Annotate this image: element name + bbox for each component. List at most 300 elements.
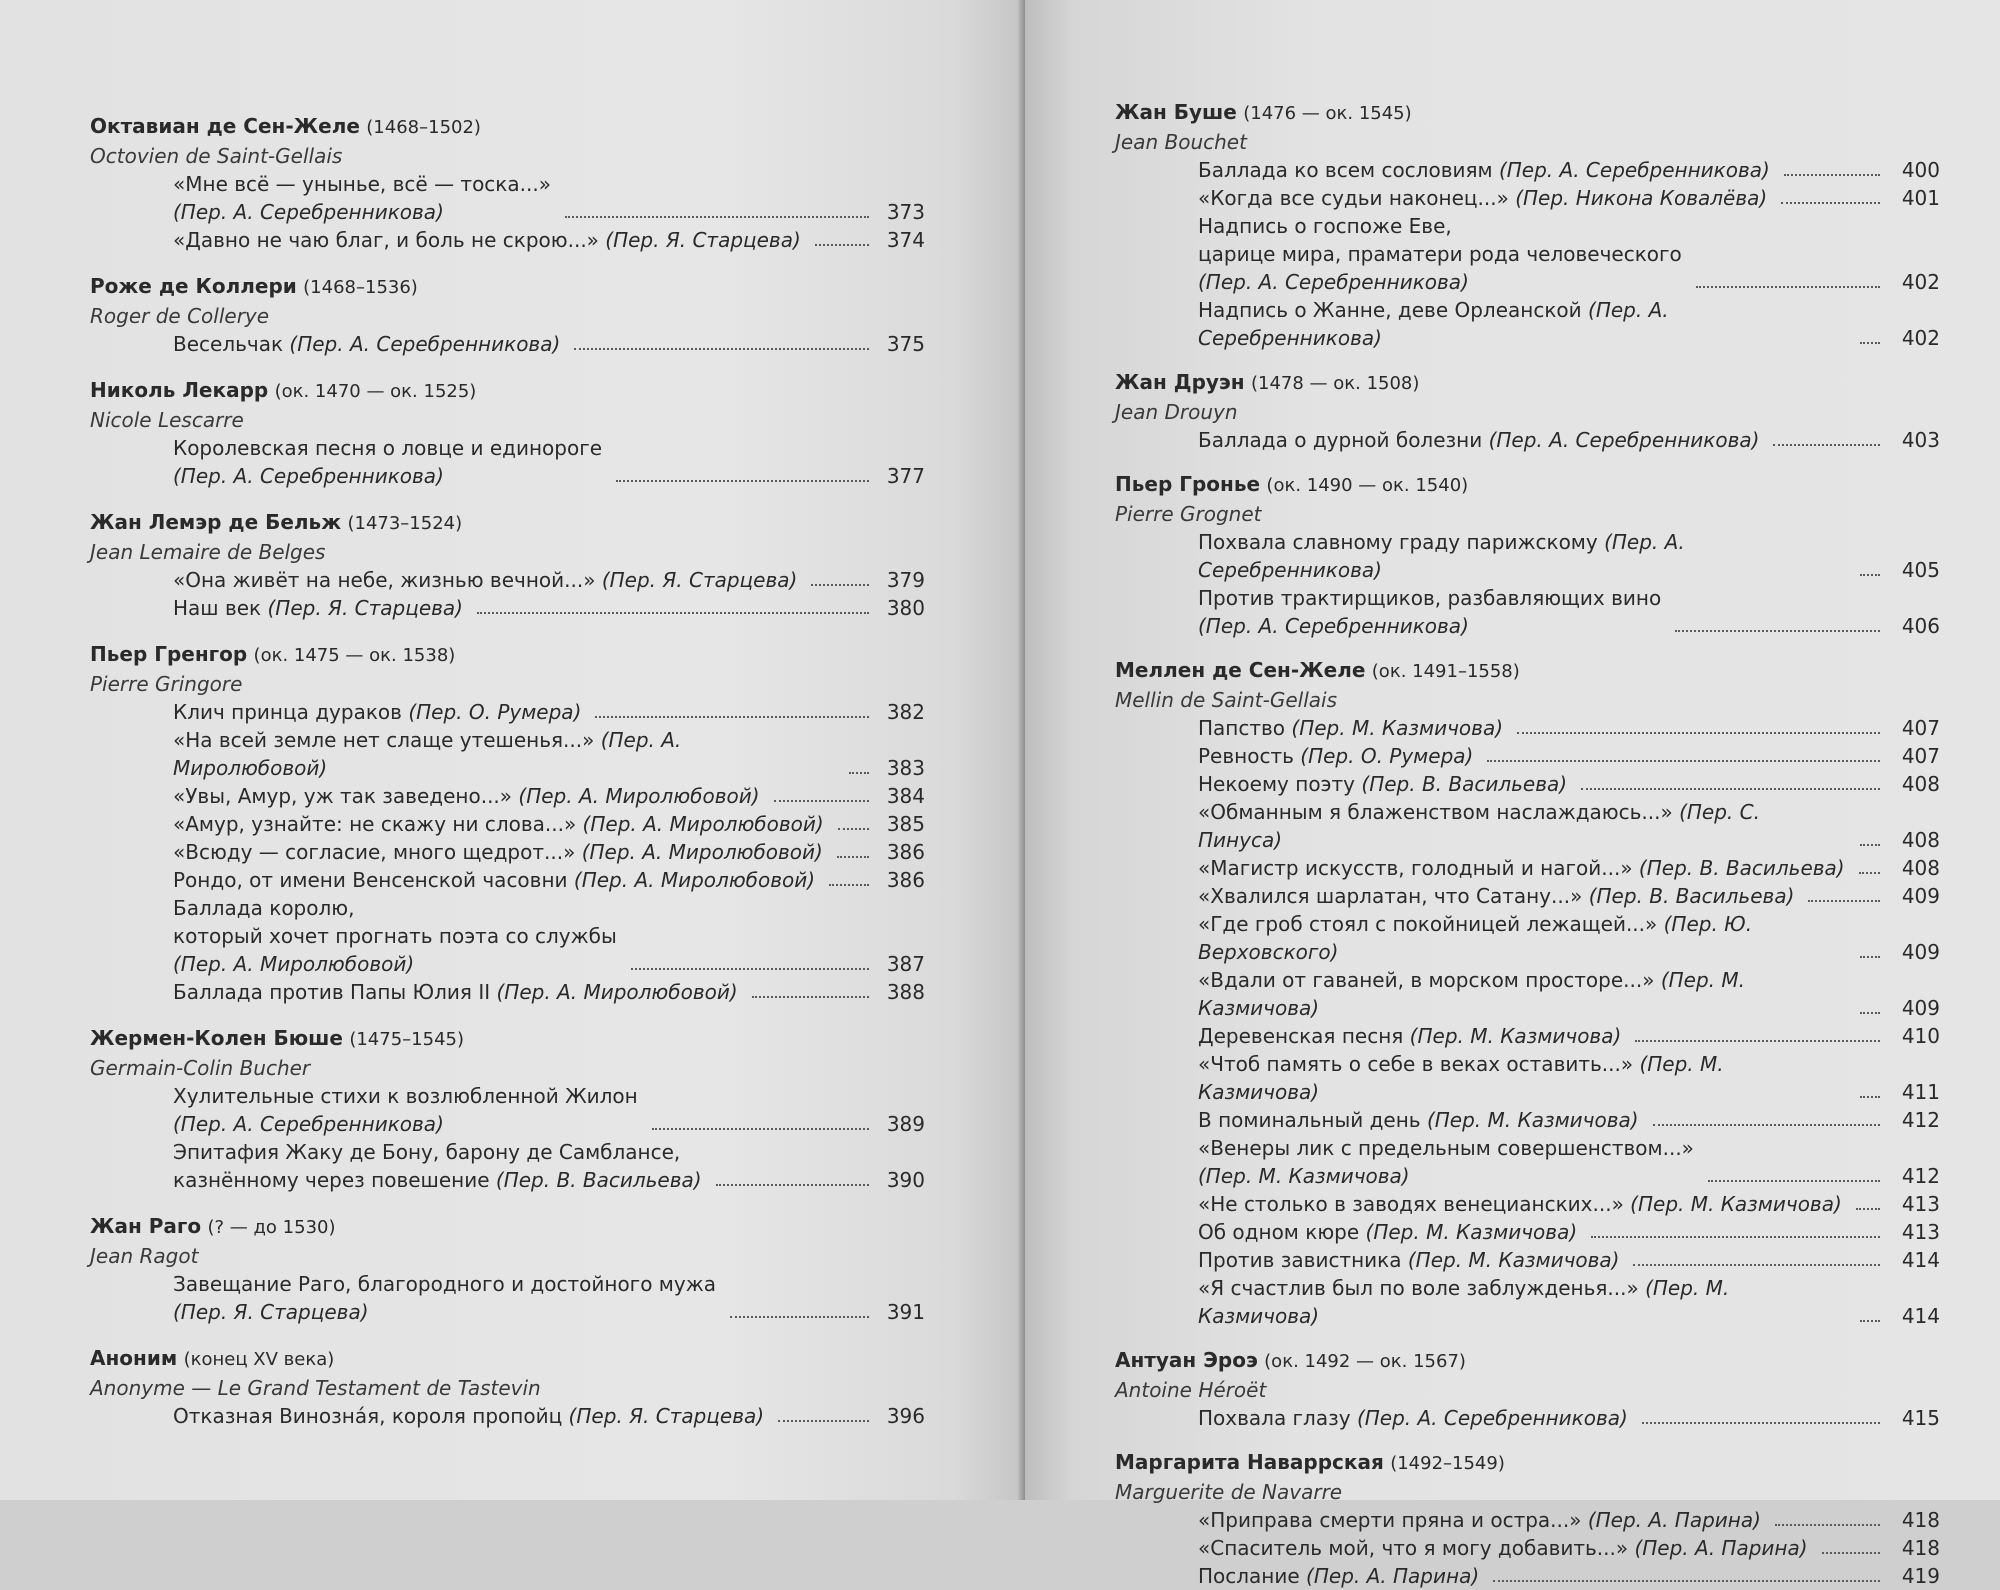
page-number: 402 <box>1901 326 1940 350</box>
work-title <box>1198 1134 1694 1190</box>
work-title-text: «Когда все судьи наконец...» <box>1198 186 1516 210</box>
page-number: 401 <box>1901 186 1940 210</box>
work-title <box>1198 1246 1619 1274</box>
work-title-text: Послание <box>1198 1564 1307 1588</box>
dot-leader <box>837 856 869 858</box>
translator: (Пер. М. Казмичова) <box>1407 1248 1620 1272</box>
page-number: 380 <box>886 596 925 620</box>
translator: (Пер. А. Миролюбовой) <box>173 952 415 976</box>
work-entry <box>173 566 925 594</box>
work-title-text: «Где гроб стоял с покойницей лежащей...» <box>1198 912 1664 936</box>
work-title-text: «Вдали от гаваней, в морском просторе...» <box>1198 968 1661 992</box>
translator: (Пер. В. Васильева) <box>495 1168 702 1192</box>
work-title <box>1198 184 1767 212</box>
toc-entry <box>1115 98 1940 352</box>
work-entry <box>173 1138 925 1194</box>
dot-leader <box>716 1184 869 1186</box>
translator: (Пер. В. Васильева) <box>1588 884 1795 908</box>
dot-leader <box>1487 760 1880 762</box>
work-title-text: Весельчак <box>173 332 290 356</box>
translator: (Пер. О. Румера) <box>408 700 582 724</box>
work-title-text: Надпись о Жанне, деве Орлеанской <box>1198 298 1589 322</box>
page-number: 412 <box>1901 1108 1940 1132</box>
work-title <box>1198 426 1759 454</box>
page-number: 410 <box>1901 1024 1940 1048</box>
page-number: 415 <box>1901 1406 1940 1430</box>
toc-entry <box>90 1212 925 1326</box>
toc-entry <box>90 1024 925 1194</box>
translator: (Пер. А. Миролюбовой) <box>496 980 738 1004</box>
toc-entry <box>1115 470 1940 640</box>
work-title-text: Клич принца дураков <box>173 700 409 724</box>
author-line <box>90 640 925 670</box>
work-title-text: «Она живёт на небе, жизнью вечной...» <box>173 568 602 592</box>
translator: (Пер. М. Казмичова) <box>1198 1164 1410 1188</box>
work-title <box>1198 156 1770 184</box>
work-title <box>1198 296 1846 352</box>
translator: (Пер. А. Миролюбовой) <box>582 812 824 836</box>
page-number: 408 <box>1901 856 1940 880</box>
work-title <box>173 1270 716 1326</box>
work-title <box>1198 714 1503 742</box>
author-dates: (1475–1545) <box>349 1029 464 1050</box>
work-entry <box>173 1270 925 1326</box>
work-entry <box>1198 798 1940 854</box>
dot-leader <box>1860 1012 1880 1014</box>
work-title-text: Эпитафия Жаку де Бону, барону де Самблансе, казнённому через повешение <box>173 1140 681 1192</box>
translator: (Пер. А. Парина) <box>1634 1536 1808 1560</box>
dot-leader <box>1635 1040 1880 1042</box>
translator: (Пер. О. Румера) <box>1300 744 1474 768</box>
work-title-text: «Увы, Амур, уж так заведено...» <box>173 784 519 808</box>
translator: (Пер. А. Серебренникова) <box>173 464 444 488</box>
work-title <box>173 226 801 254</box>
dot-leader <box>774 800 869 802</box>
page-number: 384 <box>886 784 925 808</box>
work-title-text: Баллада о дурной болезни <box>1198 428 1489 452</box>
page-number: 406 <box>1901 614 1940 638</box>
dot-leader <box>1775 1524 1880 1526</box>
dot-leader <box>1581 788 1880 790</box>
dot-leader <box>849 772 869 774</box>
author-dates: (1476 — ок. 1545) <box>1243 103 1412 124</box>
author-dates: (ок. 1492 — ок. 1567) <box>1264 1351 1466 1372</box>
toc-entry <box>90 508 925 622</box>
translator: (Пер. А. Парина) <box>1306 1564 1480 1588</box>
author-name: Антуан Эроэ <box>1115 1348 1258 1372</box>
author-line <box>1115 368 1940 398</box>
work-title <box>1198 882 1794 910</box>
author-name: Пьер Гренгор <box>90 642 248 666</box>
translator: (Пер. А. Серебренникова) <box>289 332 561 356</box>
work-title-text: Завещание Раго, благородного и достойного мужа <box>173 1272 716 1296</box>
work-title-text: Баллада против Папы Юлия II <box>173 980 497 1004</box>
work-title <box>173 838 823 866</box>
page-number: 386 <box>886 840 925 864</box>
author-name: Маргарита Наваррская <box>1115 1450 1384 1474</box>
author-dates: (ок. 1491–1558) <box>1371 661 1520 682</box>
work-entry <box>1198 1050 1940 1106</box>
work-title-text: Наш век <box>173 596 268 620</box>
author-dates: (1468–1502) <box>366 117 481 138</box>
work-title-text: Против трактирщиков, разбавляющих вино <box>1198 586 1662 610</box>
translator: (Пер. Я. Старцева) <box>267 596 463 620</box>
work-title <box>173 698 581 726</box>
translator: (Пер. А. Серебренникова) <box>173 1112 444 1136</box>
work-entry <box>173 894 925 978</box>
dot-leader <box>1808 900 1880 902</box>
author-line <box>90 1212 925 1242</box>
work-title-text: «Магистр искусств, голодный и нагой...» <box>1198 856 1639 880</box>
original-name: Marguerite de Navarre <box>1115 1480 1343 1504</box>
original-name: Pierre Gringore <box>90 672 243 696</box>
work-title <box>173 1082 638 1138</box>
work-title-text: Надпись о госпоже Еве, царице мира, праматери рода человеческого <box>1198 214 1682 266</box>
work-title-text: Королевская песня о ловце и единороге <box>173 436 603 460</box>
translator: (Пер. Я. Старцева) <box>173 1300 369 1324</box>
author-line <box>90 112 925 142</box>
dot-leader <box>477 612 869 614</box>
work-entry <box>1198 1562 1940 1590</box>
work-title <box>1198 910 1846 966</box>
original-name: Jean Ragot <box>90 1244 199 1268</box>
author-line <box>1115 470 1940 500</box>
translator: (Пер. М. Казмичова) <box>1630 1192 1842 1216</box>
translator: (Пер. А. Миролюбовой) <box>573 868 816 892</box>
work-title <box>173 1138 702 1194</box>
author-name: Аноним <box>90 1346 178 1370</box>
translator: (Пер. А. Серебренникова) <box>1198 298 1669 350</box>
translator: (Пер. Я. Старцева) <box>605 228 801 252</box>
author-dates: (ок. 1475 — ок. 1538) <box>253 645 456 666</box>
work-title-text: «Хвалился шарлатан, что Сатану...» <box>1198 884 1589 908</box>
translator: (Пер. Ю. Верховского) <box>1198 912 1753 964</box>
original-name: Antoine Héroët <box>1115 1378 1267 1402</box>
work-entry <box>1198 1274 1940 1330</box>
work-title-text: Отказная Винознáя, короля пропойц <box>173 1404 569 1428</box>
toc-entry <box>90 376 925 490</box>
translator: (Пер. А. Серебренникова) <box>173 200 444 224</box>
work-title-text: Деревенская песня <box>1198 1024 1410 1048</box>
translator: (Пер. Никона Ковалёва) <box>1515 186 1768 210</box>
work-title-text: «Амур, узнайте: не скажу ни слова...» <box>173 812 583 836</box>
work-title <box>1198 1022 1621 1050</box>
work-title-text: Похвала славному граду парижскому <box>1198 530 1605 554</box>
dot-leader <box>1860 844 1880 846</box>
author-dates: (1492–1549) <box>1390 1453 1505 1474</box>
work-entry <box>173 434 925 490</box>
dot-leader <box>811 584 869 586</box>
work-entry <box>1198 1106 1940 1134</box>
work-title <box>1198 1404 1628 1432</box>
toc-entry <box>1115 1448 1940 1590</box>
work-entry <box>173 782 925 810</box>
author-line <box>90 376 925 406</box>
toc-entry <box>90 272 925 358</box>
work-entry <box>173 226 925 254</box>
translator: (Пер. М. Казмичова) <box>1198 1052 1724 1104</box>
author-line <box>90 1024 925 1054</box>
page-number: 407 <box>1901 744 1940 768</box>
original-name: Anonyme — Le Grand Testament de Tastevin <box>90 1376 541 1400</box>
work-entry <box>1198 742 1940 770</box>
author-line <box>90 1344 925 1374</box>
work-title-text: «Давно не чаю благ, и боль не скрою...» <box>173 228 606 252</box>
page-number: 418 <box>1901 1508 1940 1532</box>
left-page <box>0 0 1025 1500</box>
original-name: Jean Drouyn <box>1115 400 1238 424</box>
author-name: Меллен де Сен-Желе <box>1115 658 1366 682</box>
translator: (Пер. А. Миролюбовой) <box>581 840 823 864</box>
original-name: Germain-Colin Bucher <box>90 1056 311 1080</box>
dot-leader <box>652 1128 869 1130</box>
page-number: 405 <box>1901 558 1940 582</box>
dot-leader <box>1860 1096 1880 1098</box>
page-number: 409 <box>1901 940 1940 964</box>
dot-leader <box>1653 1124 1880 1126</box>
page-number: 402 <box>1901 270 1940 294</box>
original-name: Roger de Collerye <box>90 304 270 328</box>
translator: (Пер. В. Васильева) <box>1638 856 1845 880</box>
page-number: 414 <box>1901 1304 1940 1328</box>
work-title-text: «Мне всё — уныньe, всё — тоска...» <box>173 172 551 196</box>
page-number: 419 <box>1901 1564 1940 1588</box>
page-number: 385 <box>886 812 925 836</box>
work-entry <box>1198 1022 1940 1050</box>
translator: (Пер. М. Казмичова) <box>1365 1220 1578 1244</box>
page-number: 377 <box>886 464 925 488</box>
page-number: 400 <box>1901 158 1940 182</box>
original-name: Octovien de Saint-Gellais <box>90 144 343 168</box>
work-title-text: «На всей земле нет слаще утешенья...» <box>173 728 601 752</box>
work-entry <box>173 330 925 358</box>
page-number: 391 <box>886 1300 925 1324</box>
page-number: 412 <box>1901 1164 1940 1188</box>
author-line <box>90 272 925 302</box>
work-title-text: «Спаситель мой, что я могу добавить...» <box>1198 1536 1635 1560</box>
dot-leader <box>1856 1208 1880 1210</box>
dot-leader <box>565 216 869 218</box>
dot-leader <box>631 968 869 970</box>
page-number: 403 <box>1901 428 1940 452</box>
page-number: 413 <box>1901 1192 1940 1216</box>
dot-leader <box>574 348 869 350</box>
page-number: 409 <box>1901 996 1940 1020</box>
original-name: Jean Bouchet <box>1115 130 1247 154</box>
toc-entry <box>1115 656 1940 1330</box>
work-title-text: «Обманным я блаженством наслаждаюсь...» <box>1198 800 1680 824</box>
page-number: 379 <box>886 568 925 592</box>
translator: (Пер. Я. Старцева) <box>568 1404 765 1428</box>
dot-leader <box>1591 1236 1880 1238</box>
toc-entry <box>90 640 925 1006</box>
author-line <box>1115 98 1940 128</box>
translator: (Пер. М. Казмичова) <box>1198 1276 1730 1328</box>
translator: (Пер. А. Серебренникова) <box>1498 158 1770 182</box>
work-title-text: Ревность <box>1198 744 1301 768</box>
author-dates: (конец XV века) <box>183 1349 335 1370</box>
translator: (Пер. А. Парина) <box>1587 1508 1761 1532</box>
translator: (Пер. А. Миролюбовой) <box>173 728 682 780</box>
toc-entry <box>90 1344 925 1430</box>
work-title <box>1198 742 1473 770</box>
work-title <box>173 170 551 226</box>
translator: (Пер. М. Казмичова) <box>1409 1024 1622 1048</box>
work-entry <box>1198 184 1940 212</box>
dot-leader <box>1781 202 1880 204</box>
dot-leader <box>1773 444 1880 446</box>
page-number: 408 <box>1901 772 1940 796</box>
work-title <box>1198 528 1846 584</box>
dot-leader <box>1784 174 1880 176</box>
work-title-text: Рондо, от имени Венсенской часовни <box>173 868 574 892</box>
work-entry <box>1198 1404 1940 1432</box>
page-number: 418 <box>1901 1536 1940 1560</box>
work-entry <box>1198 426 1940 454</box>
author-name: Роже де Коллери <box>90 274 297 298</box>
author-dates: (ок. 1470 — ок. 1525) <box>274 381 477 402</box>
author-line <box>1115 656 1940 686</box>
work-title-text: «Я счастлив был по воле заблужденья...» <box>1198 1276 1646 1300</box>
author-name: Николь Лекарр <box>90 378 269 402</box>
work-entry <box>1198 714 1940 742</box>
work-entry <box>1198 1190 1940 1218</box>
author-line <box>1115 1448 1940 1478</box>
work-title <box>1198 854 1845 882</box>
page-number: 409 <box>1901 884 1940 908</box>
translator: (Пер. А. Серебренникова) <box>1488 428 1760 452</box>
dot-leader <box>595 716 869 718</box>
work-entry <box>1198 882 1940 910</box>
work-title <box>173 866 815 894</box>
author-dates: (? — до 1530) <box>207 1217 336 1238</box>
work-entry <box>1198 584 1940 640</box>
work-entry <box>1198 1134 1940 1190</box>
translator: (Пер. А. Серебренникова) <box>1198 270 1469 294</box>
work-title <box>1198 584 1661 640</box>
dot-leader <box>1517 732 1880 734</box>
work-entry <box>173 978 925 1006</box>
right-page <box>1025 0 2000 1588</box>
translator: (Пер. А. Серебренникова) <box>1198 530 1685 582</box>
work-title-text: В поминальный день <box>1198 1108 1427 1132</box>
work-title-text: «Чтоб память о себе в веках оставить...» <box>1198 1052 1640 1076</box>
dot-leader <box>838 828 869 830</box>
work-entry <box>1198 296 1940 352</box>
author-name: Жермен-Колен Бюше <box>90 1026 343 1050</box>
work-title <box>1198 1190 1842 1218</box>
author-name: Жан Раго <box>90 1214 202 1238</box>
work-title <box>173 894 617 978</box>
work-title-text: Хулительные стихи к возлюбленной Жилон <box>173 1084 638 1108</box>
page-number: 383 <box>886 756 925 780</box>
work-entry <box>173 866 925 894</box>
dot-leader <box>1708 1180 1880 1182</box>
toc-entry <box>90 112 925 254</box>
work-entry <box>1198 966 1940 1022</box>
work-entry <box>173 1402 925 1430</box>
work-title <box>1198 1562 1479 1590</box>
toc-entry <box>1115 368 1940 454</box>
page-number: 375 <box>886 332 925 356</box>
work-entry <box>1198 854 1940 882</box>
page-number: 407 <box>1901 716 1940 740</box>
work-title <box>1198 798 1846 854</box>
page-number: 411 <box>1901 1080 1940 1104</box>
page-number: 389 <box>886 1112 925 1136</box>
original-name: Jean Lemaire de Belges <box>90 540 326 564</box>
translator: (Пер. М. Казмичова) <box>1198 968 1745 1020</box>
author-line <box>1115 1346 1940 1376</box>
page-number: 387 <box>886 952 925 976</box>
dot-leader <box>815 244 869 246</box>
author-dates: (1478 — ок. 1508) <box>1250 373 1420 394</box>
page-number: 413 <box>1901 1220 1940 1244</box>
author-name: Жан Буше <box>1115 100 1237 124</box>
translator: (Пер. А. Серебренникова) <box>1198 614 1469 638</box>
work-entry <box>173 810 925 838</box>
work-title-text: Против завистника <box>1198 1248 1408 1272</box>
work-title <box>173 594 463 622</box>
work-entry <box>1198 528 1940 584</box>
work-title-text: «Венеры лик с предельным совершенством...» <box>1198 1136 1694 1160</box>
work-entry <box>1198 1506 1940 1534</box>
author-name: Октавиан де Сен-Желе <box>90 114 360 138</box>
work-title <box>173 810 824 838</box>
original-name: Nicole Lescarre <box>90 408 244 432</box>
dot-leader <box>1493 1580 1880 1582</box>
page-number: 374 <box>886 228 925 252</box>
work-title <box>1198 212 1682 296</box>
work-entry <box>173 1082 925 1138</box>
page-number: 382 <box>886 700 925 724</box>
work-entry <box>1198 910 1940 966</box>
dot-leader <box>1860 574 1880 576</box>
original-name: Mellin de Saint-Gellais <box>1115 688 1338 712</box>
page-number: 390 <box>886 1168 925 1192</box>
page-number: 373 <box>886 200 925 224</box>
dot-leader <box>730 1316 869 1318</box>
dot-leader <box>1859 872 1880 874</box>
work-title-text: Об одном кюре <box>1198 1220 1366 1244</box>
work-title-text: «Всюду — согласие, много щедрот...» <box>173 840 582 864</box>
translator: (Пер. А. Миролюбовой) <box>518 784 760 808</box>
work-title <box>173 782 760 810</box>
work-title <box>173 434 602 490</box>
work-entry <box>173 838 925 866</box>
work-title <box>1198 1534 1808 1562</box>
translator: (Пер. М. Казмичова) <box>1291 716 1504 740</box>
original-name: Pierre Grognet <box>1115 502 1262 526</box>
dot-leader <box>1633 1264 1880 1266</box>
page-number: 396 <box>886 1404 925 1428</box>
author-dates: (1473–1524) <box>347 513 463 534</box>
work-entry <box>1198 1534 1940 1562</box>
dot-leader <box>752 996 869 998</box>
translator: (Пер. С. Пинуса) <box>1198 800 1760 852</box>
work-title <box>1198 1050 1846 1106</box>
work-title <box>173 1402 764 1430</box>
work-title-text: «Не столько в заводях венецианских...» <box>1198 1192 1631 1216</box>
work-entry <box>1198 156 1940 184</box>
work-entry <box>1198 1218 1940 1246</box>
toc-entry <box>1115 1346 1940 1432</box>
work-entry <box>173 594 925 622</box>
work-title <box>173 566 797 594</box>
author-line <box>90 508 925 538</box>
work-title <box>1198 1106 1639 1134</box>
work-entry <box>1198 212 1940 296</box>
